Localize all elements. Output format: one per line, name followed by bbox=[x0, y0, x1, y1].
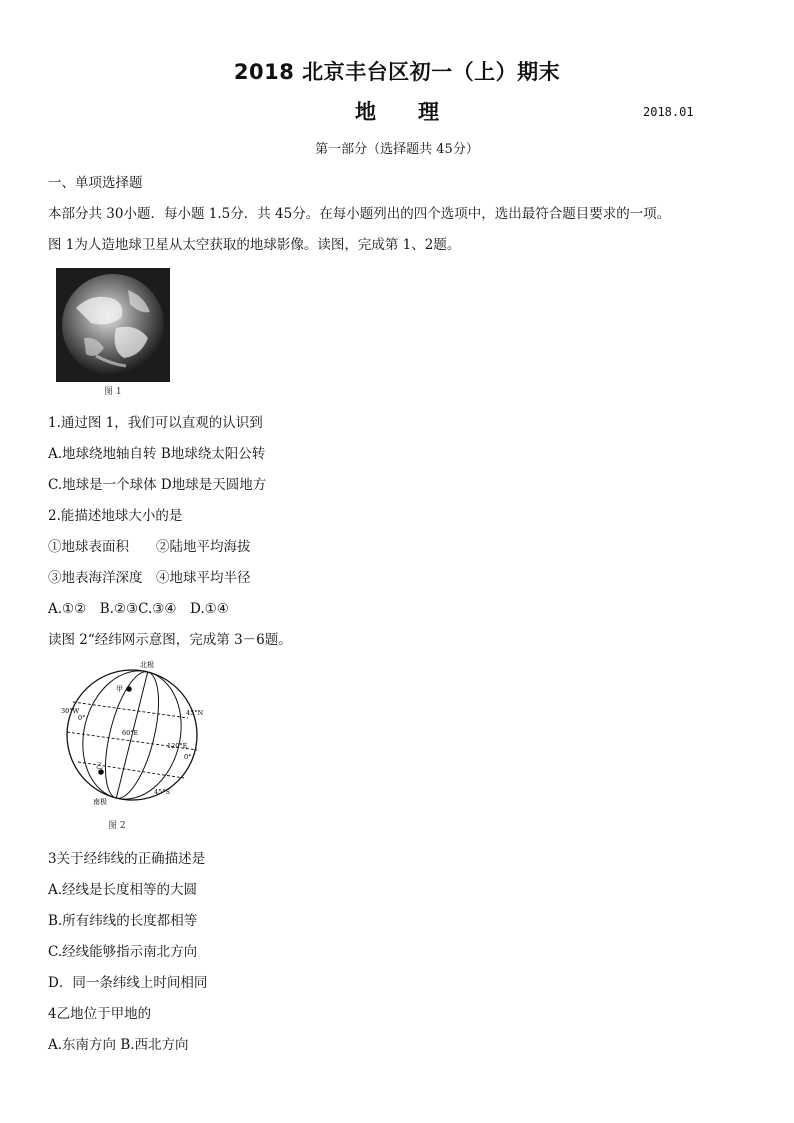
point-jia-dot bbox=[126, 686, 132, 692]
figure2-caption: 图 2 bbox=[108, 821, 126, 831]
point-yi-dot bbox=[98, 769, 104, 775]
page-title: 2018 北京丰台区初一（上）期末 bbox=[233, 60, 561, 84]
q1-options-line2: C.地球是一个球体 D地球是天圆地方 bbox=[48, 477, 267, 493]
q2-items-line1: ①地球表面积 ②陆地平均海拔 bbox=[48, 539, 251, 555]
section-heading: 一、单项选择题 bbox=[48, 175, 143, 191]
point-jia-label: 甲 bbox=[116, 685, 123, 693]
graticule-diagram bbox=[56, 658, 216, 808]
lon-60e-label: 60°E bbox=[122, 729, 139, 737]
q2-stem: 2.能描述地球大小的是 bbox=[48, 508, 183, 524]
figure1-caption: 图 1 bbox=[104, 387, 122, 397]
lon-120e-label: 120°E bbox=[167, 742, 188, 750]
q3-stem: 3关于经纬线的正确描述是 bbox=[48, 851, 206, 867]
lat-45n-label: 45°N bbox=[186, 709, 204, 717]
figure1-earth-image bbox=[56, 268, 170, 382]
q3-option-c: C.经线能够指示南北方向 bbox=[48, 944, 198, 960]
parallel-45s bbox=[78, 762, 184, 778]
earth-photo bbox=[56, 268, 170, 382]
subject-char-2: 理 bbox=[418, 100, 439, 124]
subject-char-1: 地 bbox=[355, 100, 376, 124]
point-yi-label: 乙 bbox=[96, 762, 103, 770]
q3-option-a: A.经线是长度相等的大圆 bbox=[48, 882, 198, 898]
q3-option-d: D．同一条纬线上时间相同 bbox=[48, 975, 208, 991]
q2-options: A.①② B.②③C.③④ D.①④ bbox=[48, 601, 229, 617]
figure2-graticule bbox=[56, 658, 216, 808]
q4-options-line1: A.东南方向 B.西北方向 bbox=[48, 1037, 189, 1053]
q1-stem: 1.通过图 1，我们可以直观的认识到 bbox=[48, 415, 263, 431]
q2-items-line2: ③地表海洋深度 ④地球平均半径 bbox=[48, 570, 251, 586]
q3-option-b: B.所有纬线的长度都相等 bbox=[48, 913, 198, 929]
exam-date: 2018.01 bbox=[643, 105, 694, 119]
q4-stem: 4乙地位于甲地的 bbox=[48, 1006, 152, 1022]
equator-0-label: 0° bbox=[184, 753, 192, 761]
q1-options-line1: A.地球绕地轴自转 B地球绕太阳公转 bbox=[48, 446, 266, 462]
lon-0-label: 0° bbox=[78, 714, 86, 722]
figure1-intro: 图 1为人造地球卫星从太空获取的地球影像。读图，完成第 1、2题。 bbox=[48, 237, 461, 253]
lat-45s-label: 45°S bbox=[154, 788, 170, 796]
figure2-intro: 读图 2“经纬网示意图，完成第 3－6题。 bbox=[48, 632, 292, 648]
instructions: 本部分共 30小题．每小题 1.5分．共 45分。在每小题列出的四个选项中，选出最符合题目要求的一项。 bbox=[48, 206, 671, 222]
south-pole-label: 南极 bbox=[93, 798, 107, 806]
north-pole-label: 北极 bbox=[140, 661, 154, 669]
subject-title bbox=[355, 96, 439, 126]
part-heading: 第一部分（选择题共 45分） bbox=[315, 142, 479, 157]
lon-30w-label: 30°W bbox=[61, 707, 80, 715]
